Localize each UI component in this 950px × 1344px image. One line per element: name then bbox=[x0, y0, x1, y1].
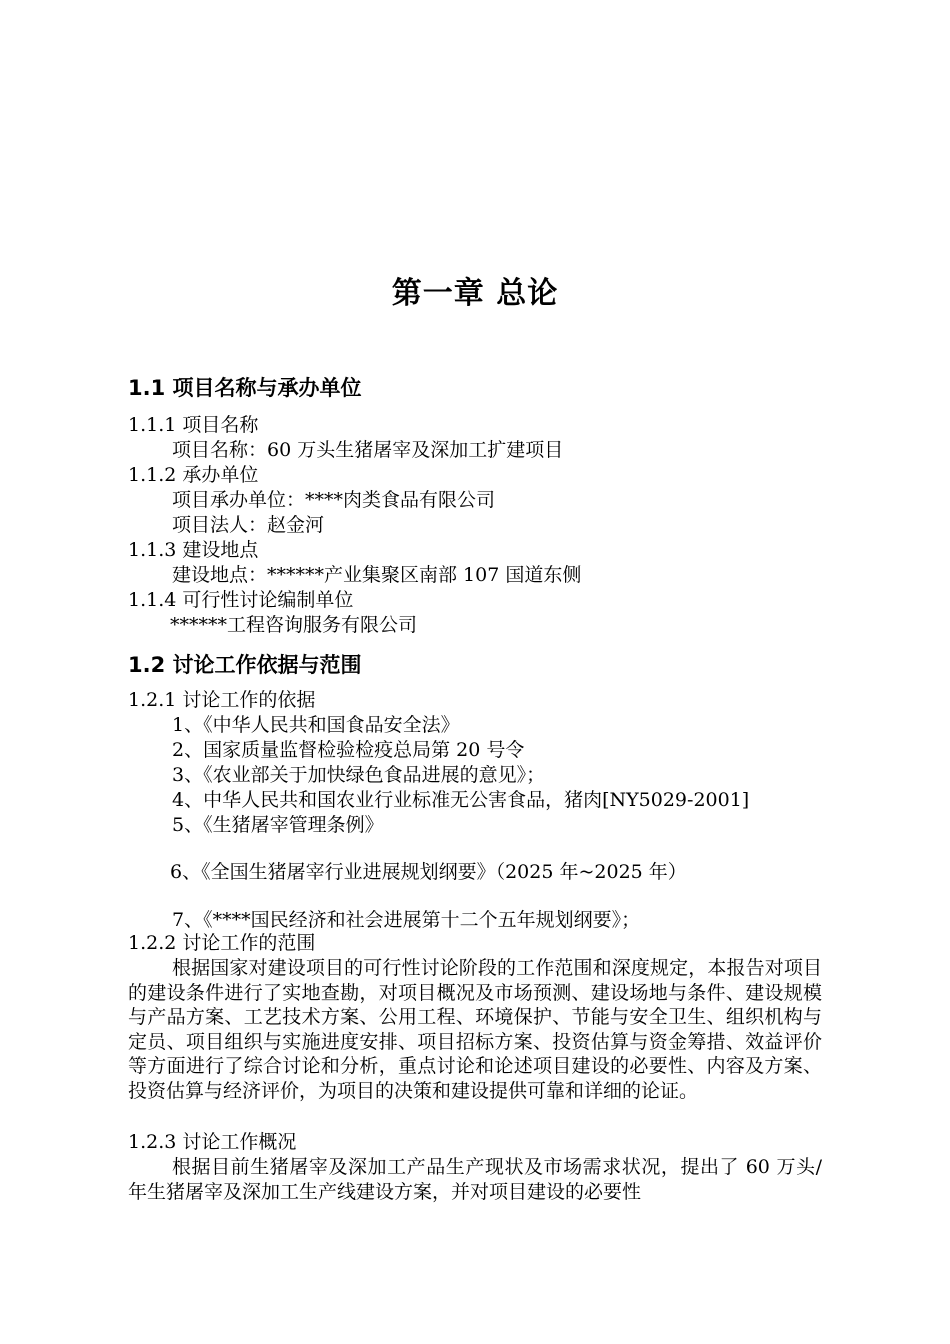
scope-paragraph: 根据国家对建设项目的可行性讨论阶段的工作范围和深度规定，本报告对项目的建设条件进行了实地查勘，对项目概况及市场预测、建设场地与条件、建设规模与产品方案、工艺技术方案、公用工程、环境保护、节能与安全卫生、组织机构与定员、项目组织与实施进度安排、项目招标方案、投资估算与资金筹措、效益评价等方面进行了综合讨论和分析，重点讨论和论述项目建设的必要性、内容及方案、投资估算与经济评价，为项目的决策和建设提供可靠和详细的论证。 bbox=[128, 957, 822, 1102]
section-heading-1-1: 1.1 项目名称与承办单位 bbox=[128, 376, 362, 400]
section-heading-1-2: 1.2 讨论工作依据与范围 bbox=[128, 653, 362, 677]
basis-item: 2、国家质量监督检验检疫总局第 20 号令 bbox=[172, 739, 525, 761]
basis-item: 4、中华人民共和国农业行业标准无公害食品，猪肉[NY5029-2001] bbox=[172, 789, 750, 811]
subsection-heading-1-1-1: 1.1.1 项目名称 bbox=[128, 414, 259, 436]
subsection-heading-1-1-3: 1.1.3 建设地点 bbox=[128, 539, 259, 561]
chapter-title: 第一章 总论 bbox=[391, 276, 559, 311]
basis-item: 6、《全国生猪屠宰行业进展规划纲要》（2025 年~2025 年） bbox=[170, 861, 687, 883]
construction-site-line: 建设地点：******产业集聚区南部 107 国道东侧 bbox=[172, 564, 582, 586]
legal-person-line: 项目法人：赵金河 bbox=[172, 514, 325, 536]
subsection-heading-1-2-3: 1.2.3 讨论工作概况 bbox=[128, 1131, 297, 1153]
basis-item: 7、《****国民经济和社会进展第十二个五年规划纲要》； bbox=[172, 909, 641, 931]
basis-item: 1、《中华人民共和国食品安全法》 bbox=[172, 714, 460, 736]
project-name-line: 项目名称：60 万头生猪屠宰及深加工扩建项目 bbox=[172, 439, 564, 461]
undertaking-unit-line: 项目承办单位：****肉类食品有限公司 bbox=[172, 489, 496, 511]
subsection-heading-1-1-2: 1.1.2 承办单位 bbox=[128, 464, 259, 486]
basis-item: 5、《生猪屠宰管理条例》 bbox=[172, 814, 384, 836]
subsection-heading-1-2-1: 1.2.1 讨论工作的依据 bbox=[128, 689, 316, 711]
subsection-heading-1-2-2: 1.2.2 讨论工作的范围 bbox=[128, 932, 316, 954]
compiling-unit-line: ******工程咨询服务有限公司 bbox=[170, 614, 418, 636]
subsection-heading-1-1-4: 1.1.4 可行性讨论编制单位 bbox=[128, 589, 354, 611]
basis-item: 3、《农业部关于加快绿色食品进展的意见》； bbox=[172, 764, 546, 786]
overview-paragraph: 根据目前生猪屠宰及深加工产品生产现状及市场需求状况，提出了 60 万头/年生猪屠宰及深加工生产线建设方案，并对项目建设的必要性 bbox=[128, 1156, 822, 1203]
